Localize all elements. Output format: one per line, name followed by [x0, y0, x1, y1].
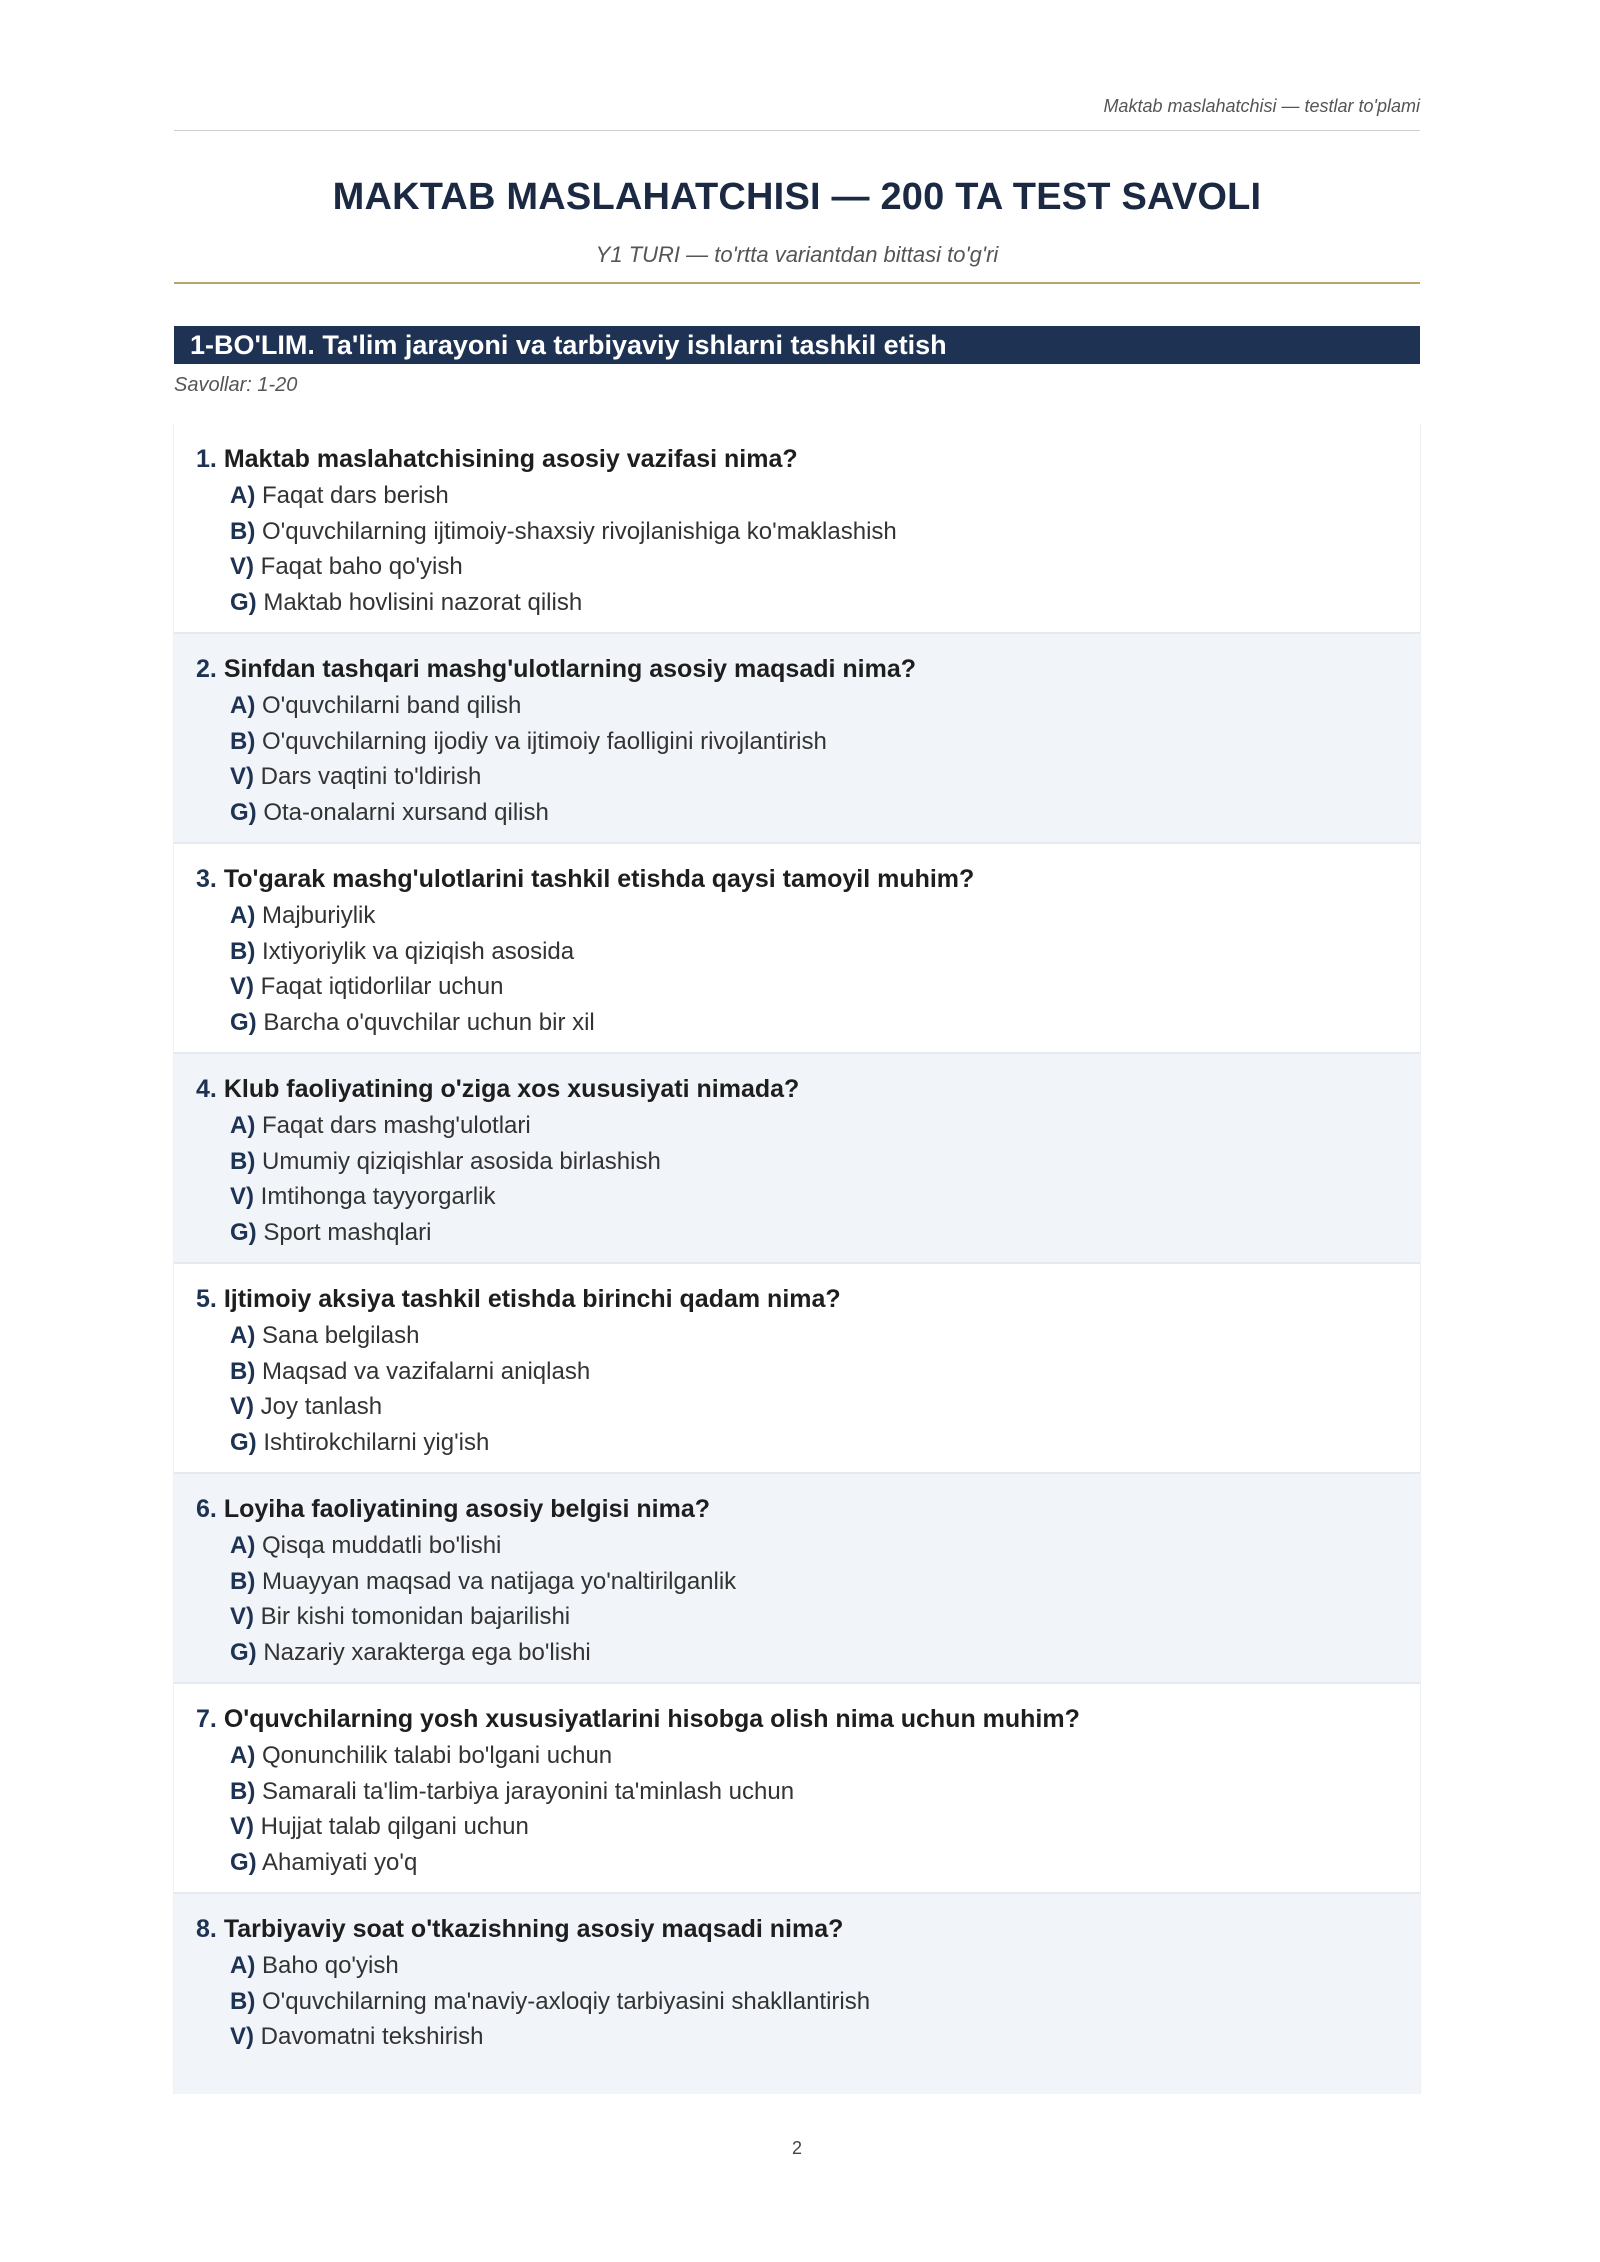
option-text: Ishtirokchilarni yig'ish [263, 1428, 490, 1456]
question-item [174, 1264, 1420, 1474]
question-item [174, 1894, 1420, 2094]
option-text: Faqat iqtidorlilar uchun [260, 973, 504, 1000]
option-text: Nazariy xarakterga ega bo'lishi [263, 1638, 591, 1666]
answer-option [196, 724, 1420, 760]
answer-option [196, 1845, 1420, 1881]
question-text [196, 862, 1420, 896]
answer-option [196, 2019, 1420, 2055]
option-text: Samarali ta'lim-tarbiya jarayonini ta'minlash uchun [262, 1777, 795, 1805]
option-text: Qonunchilik talabi bo'lgani uchun [262, 1742, 613, 1769]
question-item [174, 634, 1420, 844]
option-text: O'quvchilarning ijodiy va ijtimoiy faolligini rivojlantirish [262, 727, 827, 755]
question-list [174, 424, 1420, 2094]
option-text: Faqat dars mashg'ulotlari [262, 1112, 531, 1139]
question-text [196, 1282, 1420, 1316]
question-text [196, 652, 1420, 686]
option-text: Barcha o'quvchilar uchun bir xil [263, 1008, 595, 1036]
option-text: Joy tanlash [260, 1393, 383, 1420]
option-text: O'quvchilarni band qilish [262, 692, 522, 719]
answer-option [196, 1774, 1420, 1810]
option-letter: A) [230, 692, 256, 719]
title-divider [174, 282, 1420, 284]
option-text: Faqat dars berish [262, 482, 449, 509]
answer-option [196, 759, 1420, 795]
option-text: Baho qo'yish [262, 1952, 399, 1979]
option-letter: A) [230, 1952, 256, 1979]
option-letter: B) [230, 1147, 256, 1175]
page-title: MAKTAB MASLAHATCHISI — 200 TA TEST SAVOLI [332, 176, 1262, 218]
option-letter: B) [230, 1777, 256, 1805]
page-number: 2 [791, 2138, 802, 2158]
option-letter: V) [230, 763, 254, 790]
question-number: 5. [196, 1285, 217, 1313]
option-text: Ixtiyoriylik va qiziqish asosida [262, 937, 575, 965]
question-number: 6. [196, 1495, 217, 1523]
question-item [174, 424, 1420, 634]
option-text: Qisqa muddatli bo'lishi [262, 1532, 502, 1559]
option-letter: V) [230, 2023, 254, 2050]
answer-option [196, 1635, 1420, 1671]
answer-option [196, 1215, 1420, 1251]
option-letter: A) [230, 1742, 256, 1769]
answer-option [196, 1005, 1420, 1041]
question-label: Loyiha faoliyatining asosiy belgisi nima? [223, 1495, 711, 1523]
option-letter: V) [230, 1603, 254, 1630]
document-page [174, 0, 1420, 2262]
option-letter: V) [230, 1813, 254, 1840]
option-text: Sana belgilash [262, 1322, 420, 1349]
question-label: Maktab maslahatchisining asosiy vazifasi nima? [223, 445, 798, 473]
option-letter: B) [230, 1357, 256, 1385]
option-text: O'quvchilarning ijtimoiy-shaxsiy rivojlanishiga ko'maklashish [262, 517, 897, 545]
option-letter: B) [230, 517, 256, 545]
option-text: Dars vaqtini to'ldirish [260, 763, 482, 790]
section-heading: 1-BO'LIM. Ta'lim jarayoni va tarbiyaviy ishlarni tashkil etish [174, 326, 1420, 364]
option-letter: G) [230, 1218, 257, 1246]
answer-option [196, 1809, 1420, 1845]
answer-option [196, 898, 1420, 934]
option-letter: A) [230, 1322, 256, 1349]
option-text: Maqsad va vazifalarni aniqlash [262, 1357, 591, 1385]
option-letter: B) [230, 1567, 256, 1595]
question-number: 1. [196, 445, 217, 473]
running-header: Maktab maslahatchisi — testlar to'plami [1103, 96, 1420, 116]
answer-option [196, 549, 1420, 585]
option-letter: V) [230, 1183, 254, 1210]
question-label: O'quvchilarning yosh xususiyatlarini hisobga olish nima uchun muhim? [223, 1705, 1080, 1733]
question-item [174, 844, 1420, 1054]
option-letter: V) [230, 973, 254, 1000]
option-letter: G) [230, 588, 257, 616]
question-number: 4. [196, 1075, 217, 1103]
answer-option [196, 478, 1420, 514]
option-text: Umumiy qiziqishlar asosida birlashish [262, 1147, 661, 1175]
question-label: Tarbiyaviy soat o'tkazishning asosiy maqsadi nima? [223, 1915, 844, 1943]
answer-option [196, 688, 1420, 724]
option-letter: V) [230, 1393, 254, 1420]
answer-option [196, 1144, 1420, 1180]
option-letter: A) [230, 902, 256, 929]
answer-option [196, 1389, 1420, 1425]
question-text [196, 1492, 1420, 1526]
answer-option [196, 1354, 1420, 1390]
option-text: Sport mashqlari [263, 1218, 432, 1246]
answer-option [196, 1528, 1420, 1564]
answer-option [196, 1948, 1420, 1984]
answer-option [196, 1984, 1420, 2020]
question-item [174, 1474, 1420, 1684]
option-text: Ota-onalarni xursand qilish [263, 798, 549, 826]
question-text [196, 1702, 1420, 1736]
answer-option [196, 934, 1420, 970]
page-subtitle: Y1 TURI — to'rtta variantdan bittasi to'g'ri [595, 242, 999, 267]
option-letter: G) [230, 1848, 257, 1876]
option-letter: B) [230, 937, 256, 965]
question-number: 3. [196, 865, 217, 893]
answer-option [196, 1318, 1420, 1354]
option-letter: G) [230, 1008, 257, 1036]
answer-option [196, 969, 1420, 1005]
question-text [196, 1072, 1420, 1106]
option-text: O'quvchilarning ma'naviy-axloqiy tarbiyasini shakllantirish [262, 1987, 871, 2015]
question-item [174, 1684, 1420, 1894]
answer-option [196, 795, 1420, 831]
option-text: Faqat baho qo'yish [260, 553, 463, 580]
option-text: Bir kishi tomonidan bajarilishi [260, 1603, 571, 1630]
question-text [196, 442, 1420, 476]
answer-option [196, 1564, 1420, 1600]
option-letter: B) [230, 727, 256, 755]
answer-option [196, 1425, 1420, 1461]
option-text: Ahamiyati yo'q [262, 1848, 418, 1876]
question-item [174, 1054, 1420, 1264]
section-question-range: Savollar: 1-20 [174, 374, 298, 396]
answer-option [196, 1738, 1420, 1774]
option-letter: A) [230, 1112, 256, 1139]
option-letter: V) [230, 553, 254, 580]
question-label: To'garak mashg'ulotlarini tashkil etishda qaysi tamoyil muhim? [223, 865, 975, 893]
question-number: 7. [196, 1705, 217, 1733]
option-text: Muayyan maqsad va natijaga yo'naltirilganlik [262, 1567, 737, 1595]
option-text: Majburiylik [262, 902, 376, 929]
option-text: Davomatni tekshirish [260, 2023, 484, 2050]
answer-option [196, 1108, 1420, 1144]
option-letter: B) [230, 1987, 256, 2015]
question-label: Sinfdan tashqari mashg'ulotlarning asosiy maqsadi nima? [223, 655, 917, 683]
header-divider [174, 130, 1420, 131]
option-text: Imtihonga tayyorgarlik [260, 1183, 496, 1210]
option-letter: A) [230, 482, 256, 509]
question-number: 8. [196, 1915, 217, 1943]
question-label: Klub faoliyatining o'ziga xos xususiyati nimada? [223, 1075, 800, 1103]
option-letter: G) [230, 1428, 257, 1456]
answer-option [196, 1179, 1420, 1215]
option-text: Hujjat talab qilgani uchun [260, 1813, 529, 1840]
answer-option [196, 585, 1420, 621]
answer-option [196, 1599, 1420, 1635]
question-text [196, 1912, 1420, 1946]
answer-option [196, 514, 1420, 550]
option-letter: A) [230, 1532, 256, 1559]
question-number: 2. [196, 655, 217, 683]
option-letter: G) [230, 798, 257, 826]
option-text: Maktab hovlisini nazorat qilish [263, 588, 583, 616]
question-label: Ijtimoiy aksiya tashkil etishda birinchi qadam nima? [223, 1285, 841, 1313]
option-letter: G) [230, 1638, 257, 1666]
